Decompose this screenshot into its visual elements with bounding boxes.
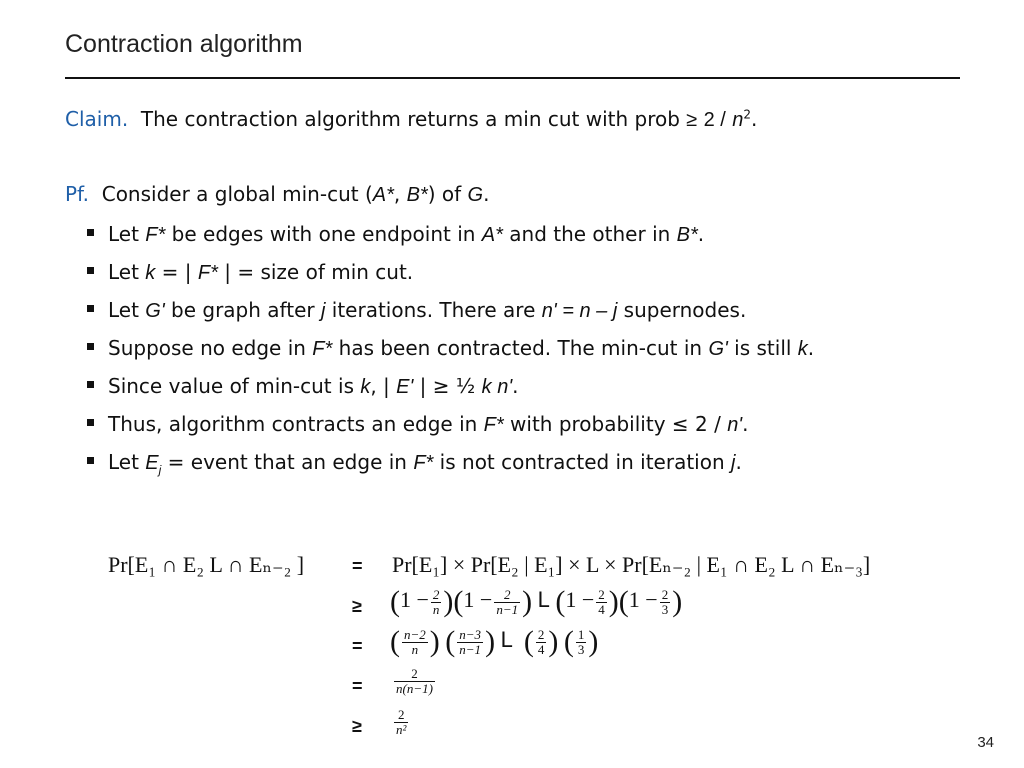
claim-end: . [751, 107, 758, 131]
proof-B: B* [406, 184, 428, 206]
proof-end: . [483, 182, 490, 206]
derivation-row3: ( $\frac{n-2}{n}$ ) ( $\frac{n-3}{n-1}$ ) L ( $\frac{2}{4}$ ) ( $\frac{1}{3}$ ) [390, 625, 599, 658]
page-number: 34 [977, 734, 994, 751]
bullet-item: Let G' be graph after j iterations. There are n' = n – j supernodes. [87, 295, 814, 333]
bullet-item: Thus, algorithm contracts an edge in F* with probability ≤ 2 / n'. [87, 409, 814, 447]
claim-exp: 2 [743, 107, 751, 122]
derivation-row2: (1 − $\frac{2}{n}$ )(1 − $\frac{2}{n-1}$ ) L (1 − $\frac{2}{4}$ )(1 − $\frac{2}{3}$ ) [390, 585, 683, 618]
bullet-item: Suppose no edge in F* has been contracted. The min-cut in G' is still k. [87, 333, 814, 371]
proof-A: A* [372, 184, 394, 206]
bullet-item: Let F* be edges with one endpoint in A* and the other in B*. [87, 219, 814, 257]
proof-text: Consider a global min-cut ( [101, 182, 373, 206]
derivation-op: = [352, 556, 363, 576]
derivation-op: = [352, 676, 363, 696]
derivation-lhs: Pr[E₁ ∩ E₂ L ∩ Eₙ₋₂ ] [108, 552, 305, 577]
claim-geq: ≥ [686, 109, 698, 131]
proof-label: Pf. [65, 182, 90, 206]
bullet-item: Since value of min-cut is k, | E' | ≥ ½ k n'. [87, 371, 814, 409]
bullet-item: Let $E_j$ = event that an edge in F* is not contracted in iteration j. [87, 447, 814, 485]
derivation-row1-rhs: Pr[E₁] × Pr[E₂ | E₁] × L × Pr[Eₙ₋₂ | E₁ ∩ E₂ L ∩ Eₙ₋₃] [392, 552, 871, 577]
derivation-op: = [352, 636, 363, 656]
claim-text: The contraction algorithm returns a min cut with prob [140, 107, 680, 131]
derivation-op: ≥ [352, 716, 362, 736]
claim-bound: 2 / [703, 109, 726, 131]
derivation-op: ≥ [352, 596, 362, 616]
slide-title: Contraction algorithm [65, 30, 303, 58]
proof-comma: , [393, 182, 407, 206]
derivation-row4: $\frac{2}{n(n-1)}$ [396, 666, 433, 697]
derivation-row5: $\frac{2}{\text{n²}}$ [396, 707, 407, 738]
proof-G: G [467, 184, 484, 206]
bullet-item: Let k = | F* | = size of min cut. [87, 257, 814, 295]
proof-text2: ) of [427, 182, 468, 206]
claim-label: Claim. [65, 107, 129, 131]
claim-n: n [732, 109, 744, 131]
